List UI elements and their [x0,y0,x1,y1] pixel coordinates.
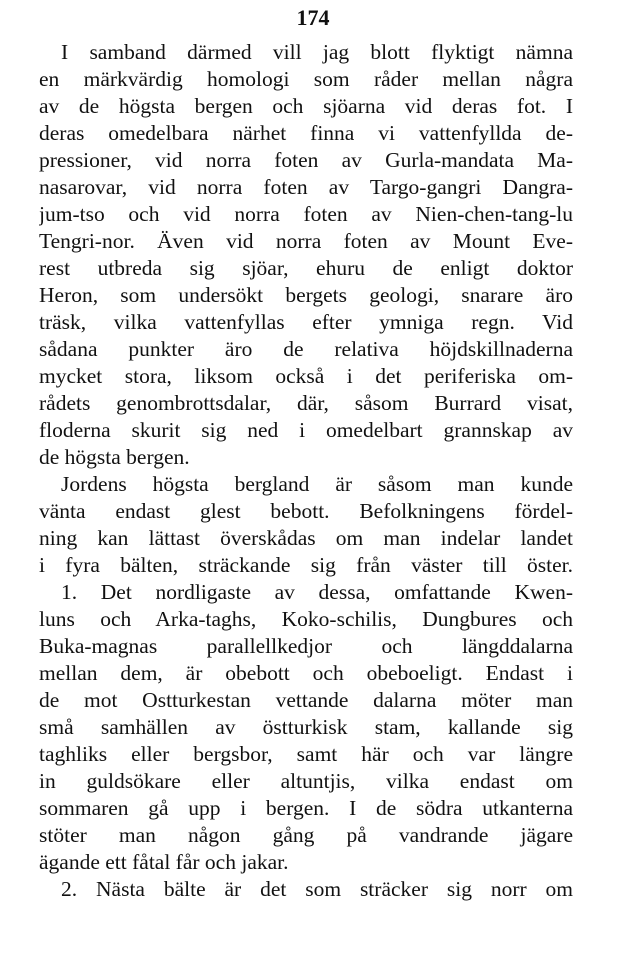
text-line: ägande ett fåtal får och jakar. [39,850,289,874]
text-line: stöter man någon gång på vandrande jägare [39,823,573,847]
text-line: ning kan lättast överskådas om man indelar landet [39,526,573,550]
text-line: Buka-magnas parallellkedjor och längddalarna [39,634,573,658]
page-number: 174 [296,5,330,30]
text-line: små samhällen av östturkisk stam, kallande sig [39,715,573,739]
text-line: in guldsökare eller altuntjis, vilka endast om [39,769,573,793]
text-line: mellan dem, är obebott och obeboeligt. Endast i [39,661,573,685]
text-line: en märkvärdig homologi som råder mellan några [39,67,573,91]
text-line: floderna skurit sig ned i omedelbart grannskap av [39,418,573,442]
text-line: I samband därmed vill jag blott flyktigt nämna [61,40,573,64]
text-line: 1. Det nordligaste av dessa, omfattande Kwen- [61,580,573,604]
text-line: Heron, som undersökt bergets geologi, snarare äro [39,283,573,307]
text-line: sådana punkter äro de relativa höjdskillnaderna [39,337,573,361]
text-line: nasarovar, vid norra foten av Targo-gangri Dangra- [39,175,573,199]
text-line: rådets genombrottsdalar, där, såsom Burrard visat, [39,391,573,415]
text-line: luns och Arka-taghs, Koko-schilis, Dungbures och [39,607,573,631]
text-line: taghliks eller bergsbor, samt här och var längre [39,742,573,766]
text-line: 2. Nästa bälte är det som sträcker sig norr om [61,877,573,901]
text-line: deras omedelbara närhet finna vi vattenfyllda de- [39,121,573,145]
text-line: de mot Ostturkestan vettande dalarna möter man [39,688,573,712]
text-line: de högsta bergen. [39,445,190,469]
text-line: rest utbreda sig sjöar, ehuru de enligt doktor [39,256,573,280]
text-line: jum-tso och vid norra foten av Nien-chen-tang-lu [39,202,573,226]
body-text [39,39,573,903]
text-line: vänta endast glest bebott. Befolkningens fördel- [39,499,573,523]
text-line: träsk, vilka vattenfyllas efter ymniga regn. Vid [39,310,573,334]
text-line: Jordens högsta bergland är såsom man kunde [61,472,573,496]
text-line: Tengri-nor. Även vid norra foten av Mount Eve- [39,229,573,253]
text-line: sommaren gå upp i bergen. I de södra utkanterna [39,796,573,820]
text-line: pressioner, vid norra foten av Gurla-mandata Ma- [39,148,573,172]
text-line: av de högsta bergen och sjöarna vid deras fot. I [39,94,573,118]
text-line: mycket stora, liksom också i det periferiska om- [39,364,573,388]
text-line: i fyra bälten, sträckande sig från väster till öster. [39,553,573,577]
